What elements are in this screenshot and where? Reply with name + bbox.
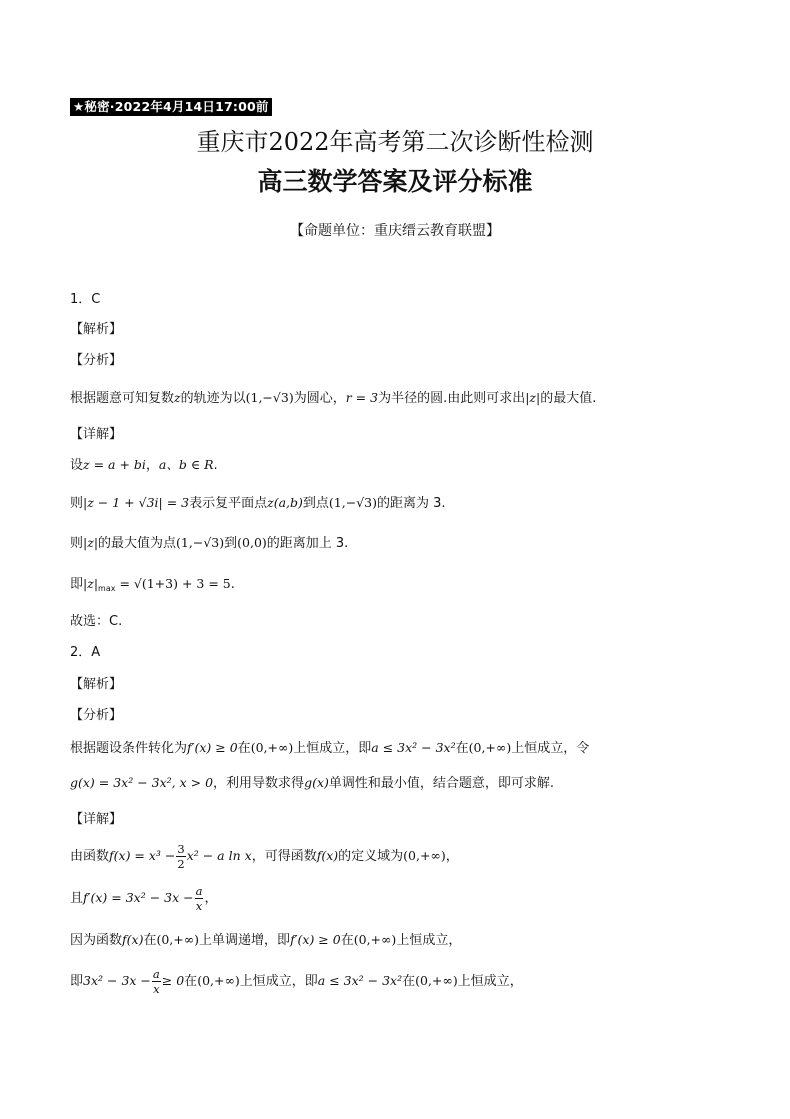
q1-detail-line-2: 则|z − 1 + √3i| = 3表示复平面点z(a,b)到点(1,−√3)的距离为 3. [70,495,446,511]
q2-detail-line-3: 因为函数f(x)在(0,+∞)上单调递增，即f′(x) ≥ 0在(0,+∞)上恒成立， [70,932,462,948]
fraction-a-x: $\frac{a}{x}$ [195,884,203,913]
q1-answer: 1．C [70,292,101,307]
confidential-notice: ★秘密·2022年4月14日17:00前 [70,98,272,116]
q1-label-fenxi: 【分析】 [70,353,123,368]
q2-detail-line-2: 且f′(x) = 3x² − 3x − $\frac{a}{x}$ ， [70,884,218,913]
fraction-a-x-2: $\frac{a}{x}$ [152,967,160,996]
q2-analysis-line-1: 根据题设条件转化为f′(x) ≥ 0在(0,+∞)上恒成立，即a ≤ 3x² − 3x²在(0,+∞)上恒成立，令 [70,740,590,756]
q1-detail-line-3: 则|z|的最大值为点(1,−√3)到(0,0)的距离加上 3. [70,535,349,551]
q2-detail-line-4: 即3x² − 3x − $\frac{a}{x}$ ≥ 0在(0,+∞)上恒成立，即a ≤ 3x² − 3x²在(0,+∞)上恒成立， [70,967,523,996]
q1-detail-line-4: 即$|z|_{max} = √(1+3) + 3 = 5$. [70,576,235,593]
q1-label-xiangjie: 【详解】 [70,427,123,442]
q2-detail-line-1: 由函数f(x) = x³ − $\frac{3}{2}$ x² − a ln x，可得函数f(x)的定义域为(0,+∞)， [70,842,459,871]
q1-label-jiexi: 【解析】 [70,322,123,337]
q2-label-xiangjie: 【详解】 [70,812,123,827]
q1-detail-line-1: 设z = a + bi，a、b ∈ R. [70,457,218,473]
q1-choice: 故选：C. [70,614,123,629]
q2-answer: 2．A [70,645,101,660]
fraction-3-2: $\frac{3}{2}$ [177,842,185,871]
q2-label-fenxi: 【分析】 [70,708,123,723]
q1-analysis-line: 根据题意可知复数z的轨迹为以(1,−√3)为圆心，r = 3为半径的圆.由此则可求出|z|的最大值. [70,390,597,406]
q2-label-jiexi: 【解析】 [70,677,123,692]
q2-analysis-line-2: g(x) = 3x² − 3x², x > 0，利用导数求得g(x)单调性和最小值，结合题意，即可求解. [70,775,555,791]
document-title: 重庆市2022年高考第二次诊断性检测 [196,128,594,156]
document-subtitle: 高三数学答案及评分标准 [257,167,533,196]
author-unit: 【命题单位：重庆缙云教育联盟】 [290,223,500,239]
